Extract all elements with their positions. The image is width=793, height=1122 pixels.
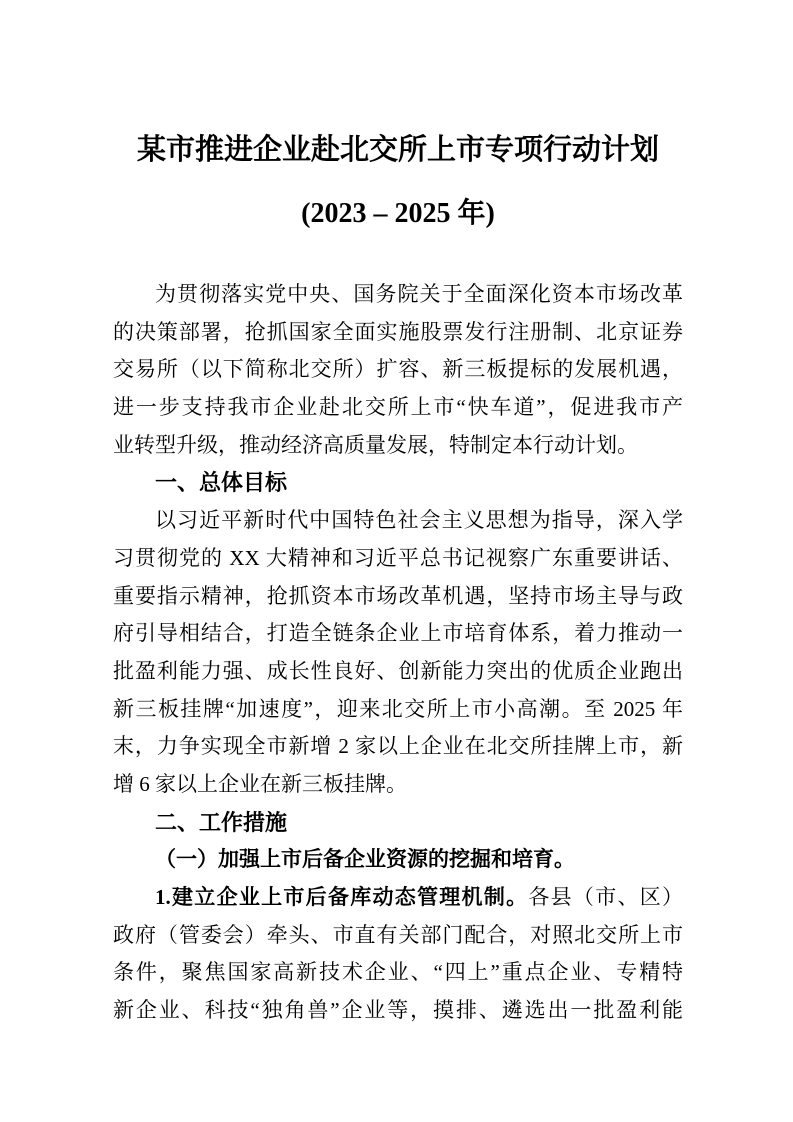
intro-paragraph-line: 交易所（以下简称北交所）扩容、新三板提标的发展机遇， bbox=[113, 357, 683, 382]
item1-lead-rest-text: 各县（市、区） bbox=[528, 885, 683, 909]
item1-paragraph-line: 政府（管委会）牵头、市直有关部门配合，对照北交所上市 bbox=[113, 922, 683, 947]
section1-paragraph-line: 府引导相结合，打造全链条企业上市培育体系，着力推动一 bbox=[113, 621, 683, 646]
item1-paragraph-line: 条件，聚焦国家高新技术企业、“四上”重点企业、专精特 bbox=[113, 960, 683, 985]
subsection-heading-1: （一）加强上市后备企业资源的挖掘和培育。 bbox=[155, 847, 575, 872]
document-title: 某市推进企业赴北交所上市专项行动计划 bbox=[136, 134, 659, 166]
section-heading-1: 一、总体目标 bbox=[155, 470, 288, 496]
section1-paragraph-line: 以习近平新时代中国特色社会主义思想为指导，深入学 bbox=[155, 508, 683, 533]
item1-paragraph-line: 新企业、科技“独角兽”企业等，摸排、遴选出一批盈利能 bbox=[113, 998, 683, 1023]
section1-paragraph-line: 批盈利能力强、成长性良好、创新能力突出的优质企业跑出 bbox=[113, 658, 683, 683]
document-subtitle: (2023 – 2025 年) bbox=[301, 198, 495, 229]
intro-paragraph-line: 的决策部署，抢抓国家全面实施股票发行注册制、北京证券 bbox=[113, 319, 683, 344]
intro-paragraph-line: 业转型升级，推动经济高质量发展，特制定本行动计划。 bbox=[113, 432, 638, 457]
item1-lead-text: 1.建立企业上市后备库动态管理机制。 bbox=[155, 885, 529, 909]
section1-paragraph-line: 末，力争实现全市新增 2 家以上企业在北交所挂牌上市，新 bbox=[113, 734, 683, 759]
document-body bbox=[113, 276, 683, 1030]
section1-paragraph-line: 习贯彻党的 XX 大精神和习近平总书记视察广东重要讲话、 bbox=[113, 545, 683, 570]
intro-paragraph-line: 进一步支持我市企业赴北交所上市“快车道”，促进我市产 bbox=[113, 395, 683, 420]
section-heading-2: 二、工作措施 bbox=[155, 809, 288, 835]
section1-paragraph-line: 新三板挂牌“加速度”，迎来北交所上市小高潮。至 2025 年 bbox=[113, 696, 683, 721]
document-content bbox=[113, 0, 683, 1030]
section1-paragraph-line: 增 6 家以上企业在新三板挂牌。 bbox=[113, 771, 407, 796]
intro-paragraph-line: 为贯彻落实党中央、国务院关于全面深化资本市场改革 bbox=[155, 282, 683, 306]
item1-paragraph-line bbox=[113, 879, 683, 917]
section1-paragraph-line: 重要指示精神，抢抓资本市场改革机遇，坚持市场主导与政 bbox=[113, 583, 683, 608]
